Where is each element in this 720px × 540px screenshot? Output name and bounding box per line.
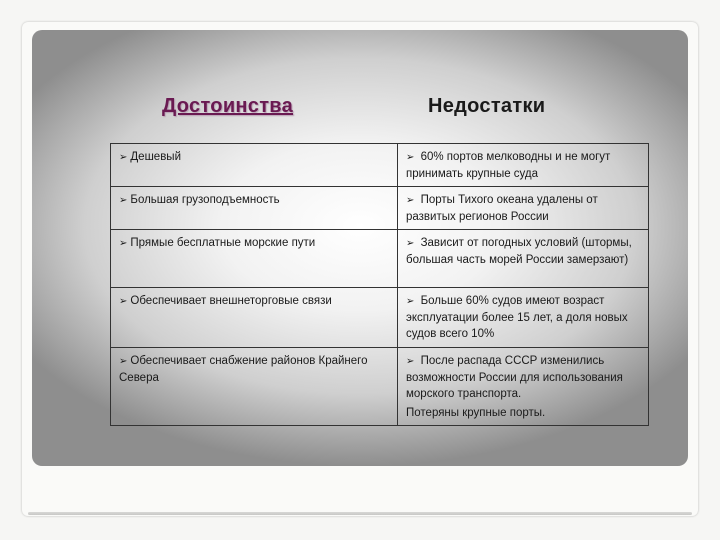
table-row <box>111 288 649 348</box>
advantage-text: Обеспечивает внешнеторговые связи <box>130 295 332 307</box>
disadvantage-text: После распада СССР изменились возможности России для использования морского транспорта. <box>406 355 623 400</box>
comparison-table <box>110 143 649 426</box>
bullet-arrow-icon: ➢ <box>119 296 128 307</box>
disadvantage-text: Порты Тихого океана удалены от развитых регионов России <box>406 194 598 223</box>
disadvantage-cell <box>398 348 649 426</box>
advantage-text: Большая грузоподъемность <box>130 194 280 206</box>
advantage-text: Дешевый <box>130 151 181 163</box>
advantage-cell <box>111 288 398 348</box>
disadvantage-text: Зависит от погодных условий (штормы, большая часть морей России замерзают) <box>406 237 632 266</box>
advantage-text: Обеспечивает снабжение районов Крайнего Севера <box>119 355 368 384</box>
table-row <box>111 144 649 187</box>
table-row <box>111 187 649 230</box>
disadvantage-text: 60% портов мелководны и не могут принимать крупные суда <box>406 151 611 180</box>
bullet-arrow-icon: ➢ <box>406 356 415 367</box>
disadvantage-cell <box>398 230 649 288</box>
disadvantage-cell <box>398 288 649 348</box>
bullet-arrow-icon: ➢ <box>406 296 415 307</box>
advantage-text: Прямые бесплатные морские пути <box>130 237 316 249</box>
disadvantages-heading: Недостатки <box>428 95 546 117</box>
slide-bottom-rule <box>28 512 692 515</box>
bullet-arrow-icon: ➢ <box>119 152 128 163</box>
advantage-cell <box>111 348 398 426</box>
bullet-arrow-icon: ➢ <box>119 238 128 249</box>
bullet-arrow-icon: ➢ <box>119 356 128 367</box>
disadvantage-extra-text: Потеряны крупные порты. <box>406 407 546 419</box>
advantage-cell <box>111 230 398 288</box>
disadvantage-cell <box>398 144 649 187</box>
bullet-arrow-icon: ➢ <box>406 238 415 249</box>
advantage-cell <box>111 144 398 187</box>
advantage-cell <box>111 187 398 230</box>
disadvantage-text: Больше 60% судов имеют возраст эксплуатации более 15 лет, а доля новых судов всего 10% <box>406 295 628 340</box>
bullet-arrow-icon: ➢ <box>119 195 128 206</box>
table-row <box>111 230 649 288</box>
table-row <box>111 348 649 426</box>
advantages-heading: Достоинства <box>162 95 294 117</box>
bullet-arrow-icon: ➢ <box>406 195 415 206</box>
bullet-arrow-icon: ➢ <box>406 152 415 163</box>
disadvantage-cell <box>398 187 649 230</box>
